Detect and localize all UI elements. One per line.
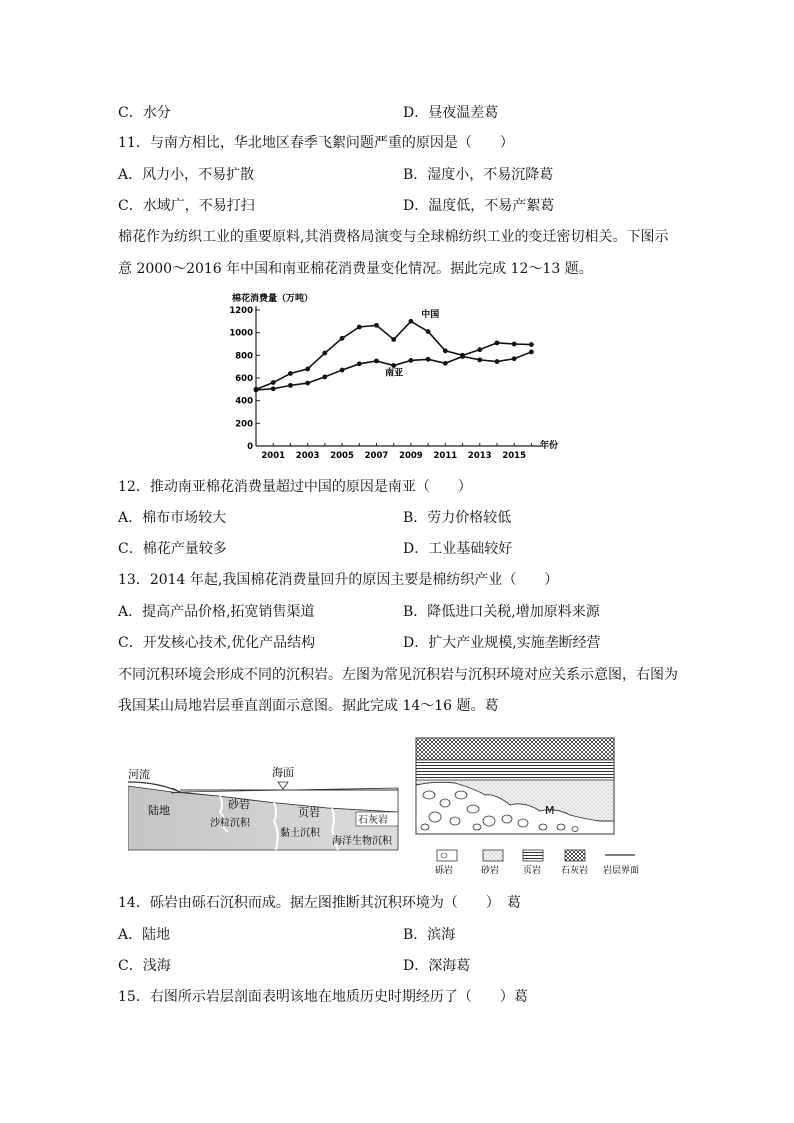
chart-xlabel: 年份 (540, 441, 559, 451)
q11-option-a: A．风力小，不易扩散 (118, 167, 255, 183)
x-tick-label: 2001 (261, 451, 286, 461)
data-point (477, 357, 482, 362)
data-point (374, 359, 379, 364)
legend-conglomerate: 砾岩 (435, 866, 454, 876)
x-tick-label: 2015 (502, 451, 527, 461)
series-label-china: 中国 (421, 309, 440, 320)
data-point (305, 367, 310, 372)
data-point (460, 354, 465, 359)
series-label-south-asia: 南亚 (385, 368, 404, 379)
q11-stem: 11．与南方相比，华北地区春季飞絮问题严重的原因是（ ） (118, 135, 514, 151)
data-point (409, 319, 414, 324)
q15-stem: 15．右图所示岩层剖面表明该地在地质历史时期经历了（ ）葛 (118, 989, 528, 1005)
q14-stem: 14．砾岩由砾石沉积而成。据左图推断其沉积环境为（ ） 葛 (118, 895, 521, 911)
data-point (340, 336, 345, 341)
q12-option-c: C．棉花产量较多 (118, 541, 227, 557)
q11-option-d: D．温度低，不易产絮葛 (403, 198, 555, 214)
legend-boundary: 岩层界面 (603, 866, 640, 876)
label-clay-deposit: 黏土沉积 (280, 828, 320, 839)
x-tick-label: 2013 (467, 451, 492, 461)
q13-stem: 13．2014 年起,我国棉花消费量回升的原因主要是棉纺织产业（ ） (118, 572, 559, 588)
data-point (322, 374, 327, 379)
data-point (391, 363, 396, 368)
q14-option-a: A．陆地 (118, 927, 171, 943)
data-point (477, 347, 482, 352)
intro2-line1: 不同沉积环境会形成不同的沉积岩。左图为常见沉积岩与沉积环境对应关系示意图，右图为 (118, 667, 678, 683)
data-point (426, 357, 431, 362)
x-tick-label: 2005 (330, 451, 354, 461)
cotton-consumption-chart (228, 288, 573, 463)
y-tick-label: 0 (247, 442, 253, 452)
intro2-line2: 我国某山局地岩层垂直剖面示意图。据此完成 14～16 题。葛 (118, 698, 499, 714)
q13-option-a: A．提高产品价格,拓宽销售渠道 (118, 604, 315, 620)
legend-sandstone: 砂岩 (481, 866, 500, 876)
q14-option-d: D．深海葛 (403, 958, 471, 974)
q14-option-c: C．浅海 (118, 958, 171, 974)
legend-shale: 页岩 (523, 866, 542, 876)
data-point (271, 380, 276, 385)
label-limestone: 石灰岩 (358, 815, 388, 826)
q10-option-c: C．水分 (118, 105, 171, 121)
x-tick-label: 2009 (399, 451, 423, 461)
label-river: 河流 (128, 768, 150, 781)
data-point (288, 371, 293, 376)
q10-option-d: D．昼夜温差葛 (403, 105, 499, 121)
y-tick-label: 200 (235, 419, 253, 430)
data-point (271, 386, 276, 391)
data-point (322, 351, 327, 356)
data-point (391, 337, 396, 342)
y-tick-label: 800 (235, 351, 253, 362)
q12-option-d: D．工业基础较好 (403, 541, 513, 557)
data-point (426, 329, 431, 334)
legend-sandstone-swatch (483, 850, 503, 861)
data-point (409, 358, 414, 363)
data-point (512, 342, 517, 347)
legend-shale-swatch (523, 850, 543, 861)
data-point (529, 342, 534, 347)
q14-option-b: B．滨海 (403, 927, 456, 943)
q11-option-b: B．湿度小，不易沉降葛 (403, 167, 554, 183)
data-point (512, 356, 517, 361)
sedimentary-environment-diagram (128, 760, 400, 852)
label-sandstone: 砂岩 (228, 798, 250, 811)
intro1-line1: 棉花作为纺织工业的重要原料,其消费格局演变与全球棉纺织工业的变迁密切相关。下图示 (118, 229, 669, 245)
y-tick-label: 1000 (229, 328, 253, 339)
y-tick-label: 600 (235, 374, 253, 384)
label-sand-deposit: 沙粒沉积 (210, 818, 250, 829)
q12-option-a: A．棉布市场较大 (118, 510, 227, 526)
data-point (495, 340, 500, 345)
q12-option-b: B．劳力价格较低 (403, 510, 512, 526)
strata-profile-diagram (415, 737, 645, 879)
data-point (340, 368, 345, 373)
x-tick-label: 2003 (295, 451, 320, 461)
x-tick-label: 2007 (364, 451, 389, 461)
label-land: 陆地 (148, 804, 170, 817)
data-point (495, 359, 500, 364)
data-point (443, 361, 448, 366)
q12-stem: 12．推动南亚棉花消费量超过中国的原因是南亚（ ） (118, 479, 472, 495)
chart-ylabel: 棉花消费量（万吨） (232, 294, 314, 304)
legend-limestone-swatch (565, 850, 585, 861)
data-point (288, 383, 293, 388)
data-point (529, 350, 534, 355)
label-marine-deposit: 海洋生物沉积 (332, 836, 392, 847)
data-point (443, 348, 448, 353)
x-tick-label: 2011 (433, 451, 458, 461)
label-m: M (545, 804, 555, 817)
y-tick-label: 1200 (229, 306, 253, 316)
data-point (374, 323, 379, 328)
data-point (357, 325, 362, 330)
data-point (305, 381, 310, 386)
series-line-0 (256, 321, 531, 389)
q13-option-d: D．扩大产业规模,实施垄断经营 (403, 635, 601, 651)
legend-limestone: 石灰岩 (561, 866, 589, 876)
data-point (357, 361, 362, 366)
label-shale: 页岩 (298, 806, 320, 819)
q13-option-c: C．开发核心技术,优化产品结构 (118, 635, 316, 651)
label-sea-level: 海面 (272, 766, 294, 779)
strata-legend (435, 850, 639, 876)
data-point (254, 388, 259, 393)
intro1-line2: 意 2000～2016 年中国和南亚棉花消费量变化情况。据此完成 12～13 题。 (118, 261, 593, 277)
y-tick-label: 400 (235, 396, 253, 407)
q11-option-c: C．水域广，不易打扫 (118, 198, 255, 214)
q13-option-b: B．降低进口关税,增加原料来源 (403, 604, 600, 620)
